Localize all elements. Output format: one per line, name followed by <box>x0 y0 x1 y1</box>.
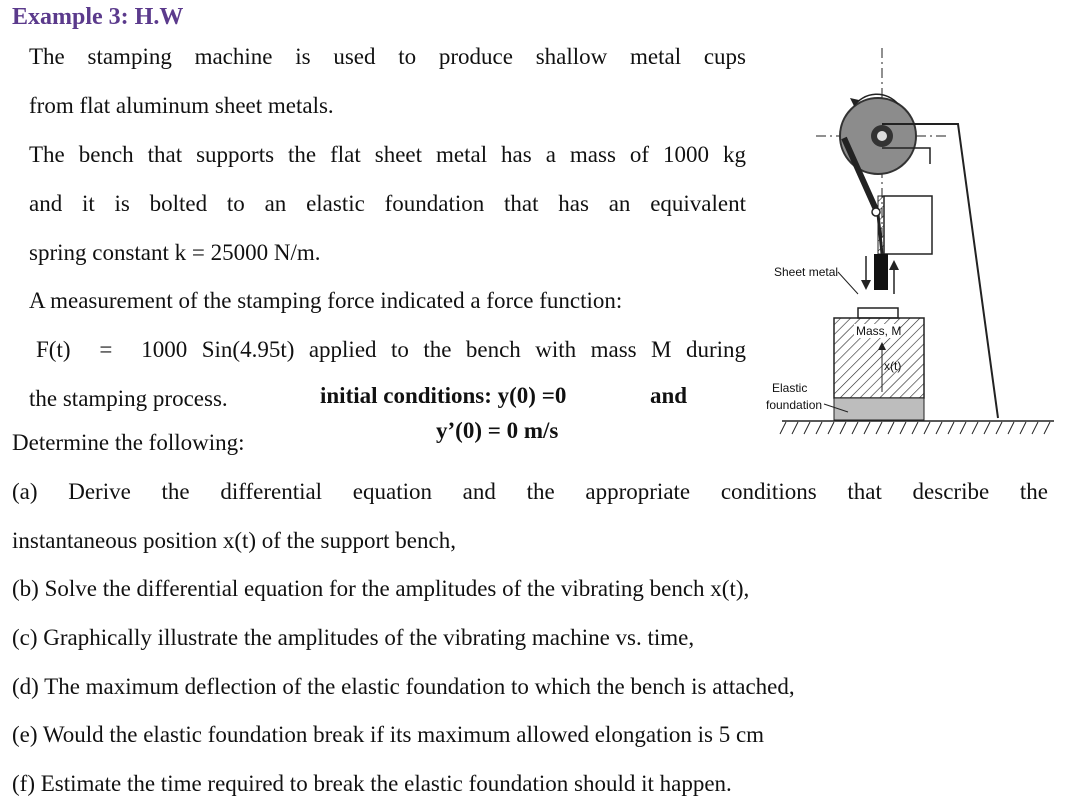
stamping-machine-diagram <box>758 44 1058 446</box>
page-title: Example 3: H.W <box>12 4 184 30</box>
initial-conditions-and: and <box>650 383 688 408</box>
question-c: (c) Graphically illustrate the amplitudes of the vibrating machine vs. time, <box>12 625 695 650</box>
up-arrow-icon <box>889 260 899 270</box>
question-a-line-1: (a) Derive the differential equation and the appropriate conditions that describe the <box>12 479 1048 504</box>
question-b: (b) Solve the differential equation for the amplitudes of the vibrating bench x(t), <box>12 576 750 601</box>
determine-heading: Determine the following: <box>12 430 245 455</box>
guide-block <box>884 196 932 254</box>
question-a-line-2: instantaneous position x(t) of the support bench, <box>12 528 456 553</box>
punch <box>874 254 888 290</box>
intro-line-8: the stamping process. <box>29 386 228 411</box>
sheet-metal-label: Sheet metal <box>774 265 839 279</box>
intro-line-2: from flat aluminum sheet metals. <box>29 93 334 118</box>
question-e: (e) Would the elastic foundation break if its maximum allowed elongation is 5 cm <box>12 722 765 747</box>
intro-line-6: A measurement of the stamping force indicated a force function: <box>29 288 623 313</box>
xt-label: x(t) <box>884 359 902 373</box>
down-arrow-icon <box>861 280 871 290</box>
elastic-foundation <box>834 398 924 420</box>
initial-conditions: initial conditions: y(0) =0 <box>320 383 567 408</box>
initial-velocity: y’(0) = 0 m/s <box>436 418 559 443</box>
question-f: (f) Estimate the time required to break the elastic foundation should it happen. <box>12 771 732 796</box>
question-d: (d) The maximum deflection of the elastic foundation to which the bench is attached, <box>12 674 795 699</box>
force-function: F(t) = 1000 Sin(4.95t) applied to the bench with mass M during <box>36 337 746 362</box>
foundation-label: foundation <box>766 398 823 412</box>
mass-label: Mass, M <box>856 324 902 338</box>
intro-line-1: The stamping machine is used to produce shallow metal cups <box>29 44 746 69</box>
intro-line-3: The bench that supports the flat sheet metal has a mass of 1000 kg <box>29 142 746 167</box>
intro-line-4: and it is bolted to an elastic foundation that has an equivalent <box>29 191 746 216</box>
sheet-metal <box>858 308 898 318</box>
elastic-label: Elastic <box>772 381 808 395</box>
intro-line-5: spring constant k = 25000 N/m. <box>29 240 321 265</box>
